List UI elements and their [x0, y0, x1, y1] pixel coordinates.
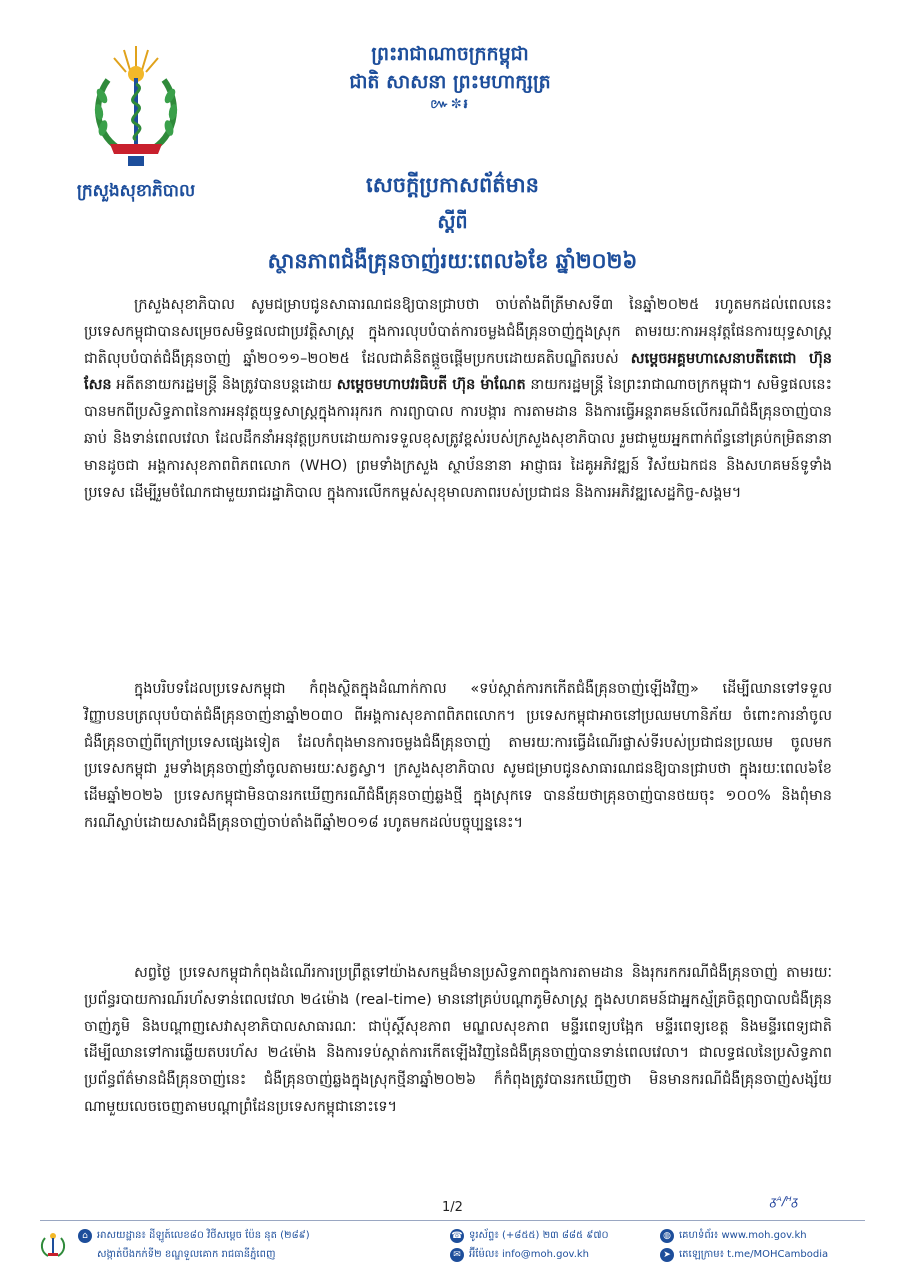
footer-address-line1 [78, 1228, 310, 1243]
footer-address-text-1: អាសយដ្ឋាន៖ ដីឡូត៍លេខ៨០ វិថីសម្តេច ប៉ែន នុត (២៨៩) [97, 1230, 310, 1241]
paragraph-1-text-c: នាយករដ្ឋមន្ត្រី នៃព្រះរាជាណាចក្រកម្ពុជា។ សមិទ្ធផលនេះ បានមកពីប្រសិទ្ធភាពនៃការអនុវត្តយុទ្ធសាស្ត្រក្នុងការរុករក ការព្យាបាល ការបង្ការ ការតាមដាន និងការធ្វើអន្តរាគមន៍លើករណីជំងឺគ្រុនចាញ់បានឆាប់ និងទាន់ពេលវេលា ដែលដឹកនាំអនុវត្តប្រកបដោយការទទួលខុសត្រូវខ្ពស់របស់ក្រសួងសុខាភិបាល រួមជាមួយអ្នកពាក់ព័ន្ធនៅគ្រប់កម្រិតនានា មានដូចជា អង្គការសុខភាពពិភពលោក (WHO) ព្រមទាំងក្រសួង ស្ថាប័ននានា អាជ្ញាធរ ដៃគូអភិវឌ្ឍន៍ វិស័យឯកជន និងសហគមន៍ទូទាំងប្រទេស ដើម្បីរួមចំណែកជាមួយរាជរដ្ឋាភិបាល ក្នុងការលើកកម្ពស់សុខុមាលភាពរបស់ប្រជាជន និងការអភិវឌ្ឍសេដ្ឋកិច្ច-សង្គម។ [84, 377, 832, 501]
document-title: សេចក្តីប្រកាសព័ត៌មាន [366, 173, 539, 197]
footer-email-text[interactable]: អ៊ីម៉ែល៖ info@moh.gov.kh [469, 1249, 590, 1260]
footer-telegram[interactable] [660, 1247, 828, 1262]
footer-phone-text: ទូរស័ព្ទ៖ (+៨៥៥) ២៣ ៨៨៥ ៩៧០ [469, 1230, 609, 1241]
national-motto: ជាតិ សាសនា ព្រះមហាក្សត្រ [349, 71, 551, 93]
paragraph-1-bold-a: សម្តេចអគ្គមហាសេនាបតីតេជោ ហ៊ុន សែន [84, 350, 832, 394]
ornament-divider: ៚✼៛ [430, 97, 470, 112]
document-subject: ស្ថានភាពជំងឺគ្រុនចាញ់រយៈពេល៦ខែ ឆ្នាំ២០២៦ [267, 249, 638, 273]
signature-initials: ᵹᴬ/ᵸᵹ [770, 1194, 799, 1208]
phone-icon: ☎ [451, 1230, 463, 1241]
footer-email[interactable] [450, 1247, 589, 1262]
paragraph-1-bold-b: សម្តេចមហាបវរធិបតី ហ៊ុន ម៉ាណែត [336, 377, 526, 394]
footer-address-line2 [78, 1247, 275, 1262]
footer-telegram-text[interactable]: តេឡេក្រាម៖ t.me/MOHCambodia [679, 1249, 829, 1260]
document-title-about: ស្តីពី [437, 211, 468, 233]
kingdom-title: ព្រះរាជាណាចក្រកម្ពុជា [371, 43, 529, 65]
paragraph-3: សព្វថ្ងៃ ប្រទេសកម្ពុជាកំពុងដំណើរការប្រព្រឹត្តទៅយ៉ាងសកម្មដ៏មានប្រសិទ្ធភាពក្នុងការតាមដាន និងរុករកករណីជំងឺគ្រុនចាញ់ តាមរយៈប្រព័ន្ធរបាយការណ៍រហ័សទាន់ពេលវេលា ២៤ម៉ោង (real-time) មាននៅគ្រប់បណ្តាភូមិសាស្ត្រ ក្នុងសហគមន៍ជាអ្នកស្ម័គ្រចិត្តព្យាបាលជំងឺគ្រុនចាញ់ភូមិ និងបណ្តាញសេវាសុខាភិបាលសាធារណៈ ជាប៉ុស្តិ៍សុខភាព មណ្ឌលសុខភាព មន្ទីរពេទ្យបង្អែក មន្ទីរពេទ្យខេត្ត និងមន្ទីរពេទ្យជាតិ ដើម្បីឈានទៅការឆ្លើយតបរហ័ស ២៤ម៉ោង និងការទប់ស្កាត់ការកើតឡើងវិញនៃជំងឺគ្រុនចាញ់បានទាន់ពេលវេលា។ ជាលទ្ធផលនៃប្រសិទ្ធភាពប្រព័ន្ធព័ត៌មានជំងឺគ្រុនចាញ់នេះ ជំងឺគ្រុនចាញ់ឆ្លងក្នុងស្រុកថ្មីនាឆ្នាំ២០២៦ ក៏កំពុងត្រូវបានរកឃើញថា មិនមានករណីជំងឺគ្រុនចាញ់សង្ស័យណាមួយលេចចេញតាមបណ្តាព្រំដែនប្រទេសកម្ពុជានោះទេ។ [84, 965, 832, 1115]
footer-divider [40, 1220, 865, 1221]
footer-website[interactable] [660, 1228, 807, 1243]
paragraph-2: ក្នុងបរិបទដែលប្រទេសកម្ពុជា កំពុងស្ថិតក្នុងដំណាក់កាល «ទប់ស្កាត់ការកកើតជំងឺគ្រុនចាញ់ឡើងវិញ» ដើម្បីឈានទៅទទួលវិញ្ញាបនបត្រលុបបំបាត់ជំងឺគ្រុនចាញ់នាឆ្នាំ២០៣០ ពីអង្គការសុខភាពពិភពលោក។ ប្រទេសកម្ពុជាអាចនៅប្រឈមហានិភ័យ ចំពោះការនាំចូលជំងឺគ្រុនចាញ់ពីក្រៅប្រទេសផ្សេងទៀត ដែលកំពុងមានការចម្លងជំងឺគ្រុនចាញ់ តាមរយៈការធ្វើដំណើរផ្លាស់ទីរបស់ប្រជាជនប្រឈម ចូលមកប្រទេសកម្ពុជា រួមទាំងគ្រុនចាញ់នាំចូលតាមរយៈសត្វស្វា។ ក្រសួងសុខាភិបាល សូមជម្រាបជូនសាធារណជនឱ្យបានជ្រាបថា ក្នុងរយៈពេល៦ខែដើមឆ្នាំ២០២៦ ប្រទេសកម្ពុជាមិនបានរកឃើញករណីជំងឺគ្រុនចាញ់ឆ្លងថ្មី ក្នុងស្រុកទេ បានន័យថាគ្រុនចាញ់បានថយចុះ ១០០% និងពុំមានករណីស្លាប់ដោយសារជំងឺគ្រុនចាញ់ចាប់តាំងពីឆ្នាំ២០១៨ រហូតមកដល់បច្ចុប្បន្ននេះ។ [84, 681, 832, 831]
page-number: 1/2 [442, 1200, 463, 1215]
location-pin-icon: ⌂ [78, 1229, 92, 1243]
footer-phone [450, 1228, 609, 1243]
email-icon: ✉ [450, 1248, 464, 1262]
paragraph-1 [84, 292, 832, 506]
ministry-name: ក្រសួងសុខាភិបាល [76, 181, 196, 201]
ministry-emblem-icon [88, 40, 184, 172]
footer-emblem-icon [40, 1228, 66, 1258]
paragraph-1-text-b: អតីតនាយករដ្ឋមន្ត្រី និងត្រូវបានបន្តដោយ [111, 377, 337, 394]
footer-website-text[interactable]: គេហទំព័រ៖ www.moh.gov.kh [679, 1230, 807, 1241]
telegram-icon: ➤ [660, 1248, 674, 1262]
globe-icon: ◍ [660, 1229, 674, 1243]
footer-address-text-2: សង្កាត់បឹងកក់ទី២ ខណ្ឌទួលគោក រាជធានីភ្នំពេញ [97, 1249, 276, 1260]
paragraph-1-text-a: ក្រសួងសុខាភិបាល សូមជម្រាបជូនសាធារណជនឱ្យបានជ្រាបថា ចាប់តាំងពីត្រីមាសទី៣ នៃឆ្នាំ២០២៥ រហូតមកដល់ពេលនេះ ប្រទេសកម្ពុជាបានសម្រេចសមិទ្ធផលជាប្រវត្តិសាស្ត្រ ក្នុងការលុបបំបាត់ការចម្លងជំងឺគ្រុនចាញ់ក្នុងស្រុក តាមរយៈការអនុវត្តផែនការយុទ្ធសាស្ត្រជាតិលុបបំបាត់ជំងឺគ្រុនចាញ់ ឆ្នាំ២០១១–២០២៥ ដែលជាគំនិតផ្តួចផ្តើមប្រកបដោយគតិបណ្ឌិតរបស់ [84, 297, 832, 367]
